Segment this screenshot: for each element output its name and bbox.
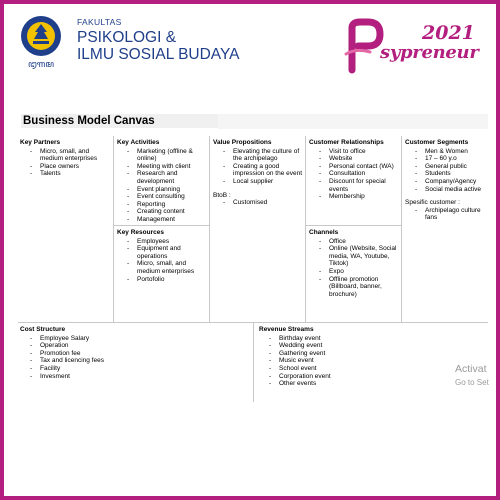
svg-text:ꦈꦒꦩ: ꦈꦒꦩ — [28, 60, 54, 69]
list-item: - Company/Agency — [405, 178, 491, 186]
list-item: - Gathering event — [259, 350, 459, 358]
list-item: - Personal contact (WA) — [309, 163, 401, 171]
divider — [113, 136, 114, 322]
divider — [401, 136, 402, 322]
list-item: - Research and development — [117, 170, 209, 185]
list-item: - Meeting with client — [117, 163, 209, 171]
specific-customer-list — [405, 207, 491, 222]
list-item: - Invesment — [20, 373, 250, 381]
list-item: - Men & Women — [405, 148, 491, 156]
list-item: - Wedding event — [259, 342, 459, 350]
list-item: - Tax and licencing fees — [20, 357, 250, 365]
divider — [253, 322, 254, 402]
list-item: - Micro, small, and medium enterprises — [20, 148, 112, 163]
revenue-streams-heading: Revenue Streams — [259, 326, 314, 333]
key-partners-list — [20, 148, 112, 178]
header — [4, 4, 496, 86]
revenue-streams-list — [259, 335, 459, 388]
channels-list — [309, 238, 401, 299]
brand-word: sypreneur — [380, 42, 479, 63]
key-activities-list — [117, 148, 209, 224]
list-item: - Online (Website, Social media, WA, Youtube, Tiktok) — [309, 245, 401, 268]
list-item: - Event consulting — [117, 193, 209, 201]
divider — [209, 136, 210, 322]
list-item: - School event — [259, 365, 459, 373]
value-propositions-heading: Value Propositions — [213, 139, 272, 146]
list-item: - Other events — [259, 380, 459, 388]
faculty-line-1: PSIKOLOGI & — [77, 28, 177, 46]
brand-year: 2021 — [422, 22, 475, 44]
divider — [305, 136, 306, 322]
customer-segments-block — [405, 139, 491, 222]
list-item: - Employee Salary — [20, 335, 250, 343]
psypreneur-logo — [342, 18, 482, 78]
brand-p-icon — [342, 18, 384, 76]
list-item: - Visit to office — [309, 148, 401, 156]
list-item: - Event planning — [117, 186, 209, 194]
list-item: - Website — [309, 155, 401, 163]
list-item: - Place owners — [20, 163, 112, 171]
university-logo-icon — [17, 15, 65, 69]
list-item: - Membership — [309, 193, 401, 201]
btob-label: BtoB : — [213, 191, 231, 199]
channels-block — [309, 229, 401, 298]
list-item: - Students — [405, 170, 491, 178]
list-item: - Facility — [20, 365, 250, 373]
list-item: - Office — [309, 238, 401, 246]
customer-relationships-list — [309, 148, 401, 201]
list-item: - Music event — [259, 357, 459, 365]
list-item: - 17 – 60 y.o — [405, 155, 491, 163]
revenue-streams-block — [259, 326, 459, 388]
faculty-label: FAKULTAS — [77, 17, 122, 27]
activation-watermark — [455, 363, 489, 389]
watermark-line-2: Go to Set — [455, 378, 489, 387]
channels-heading: Channels — [309, 229, 339, 236]
key-resources-heading: Key Resources — [117, 229, 164, 236]
cost-structure-heading: Cost Structure — [20, 326, 66, 333]
list-item: - Customised — [213, 199, 305, 207]
list-item: - Archipelago culture fans — [405, 207, 491, 222]
cost-structure-list — [20, 335, 250, 381]
list-item: - Corporation event — [259, 373, 459, 381]
list-item: - Micro, small, and medium enterprises — [117, 260, 209, 275]
key-partners-heading: Key Partners — [20, 139, 61, 146]
list-item: - Marketing (offline & online) — [117, 148, 209, 163]
value-propositions-block — [213, 139, 305, 207]
list-item: - Discount for special events — [309, 178, 401, 193]
customer-segments-list — [405, 148, 491, 194]
customer-relationships-block — [309, 139, 401, 201]
divider — [114, 225, 209, 226]
list-item: - Promotion fee — [20, 350, 250, 358]
list-item: - Expo — [309, 268, 401, 276]
customer-segments-heading: Customer Segments — [405, 139, 469, 146]
customer-relationships-heading: Customer Relationships — [309, 139, 384, 146]
btob-list — [213, 199, 305, 207]
list-item: - Management — [117, 216, 209, 224]
canvas-title: Business Model Canvas — [21, 114, 225, 128]
watermark-line-1: Activat — [455, 363, 487, 375]
faculty-name — [77, 18, 240, 65]
list-item: - Reporting — [117, 201, 209, 209]
list-item: - Operation — [20, 342, 250, 350]
list-item: - General public — [405, 163, 491, 171]
list-item: - Local supplier — [213, 178, 305, 186]
faculty-line-2: ILMU SOSIAL BUDAYA — [77, 46, 240, 63]
key-activities-heading: Key Activities — [117, 139, 160, 146]
list-item: - Creating a good impression on the event — [213, 163, 305, 178]
value-propositions-list — [213, 148, 305, 186]
business-model-canvas — [18, 114, 490, 404]
list-item: - Employees — [117, 238, 209, 246]
list-item: - Portofolio — [117, 276, 209, 284]
list-item: - Equipment and operations — [117, 245, 209, 260]
list-item: - Consultation — [309, 170, 401, 178]
key-activities-block — [117, 139, 209, 224]
key-resources-block — [117, 229, 209, 283]
list-item: - Creating content — [117, 208, 209, 216]
list-item: - Elevating the culture of the archipelago — [213, 148, 305, 163]
cost-structure-block — [20, 326, 250, 380]
key-partners-block — [20, 139, 112, 178]
key-resources-list — [117, 238, 209, 284]
list-item: - Birthday event — [259, 335, 459, 343]
divider — [306, 225, 401, 226]
list-item: - Social media active — [405, 186, 491, 194]
list-item: - Talents — [20, 170, 112, 178]
specific-customer-label: Spesific customer : — [405, 199, 460, 207]
list-item: - Offline promotion (Billboard, banner, brochure) — [309, 276, 401, 299]
title-bar — [218, 114, 488, 129]
